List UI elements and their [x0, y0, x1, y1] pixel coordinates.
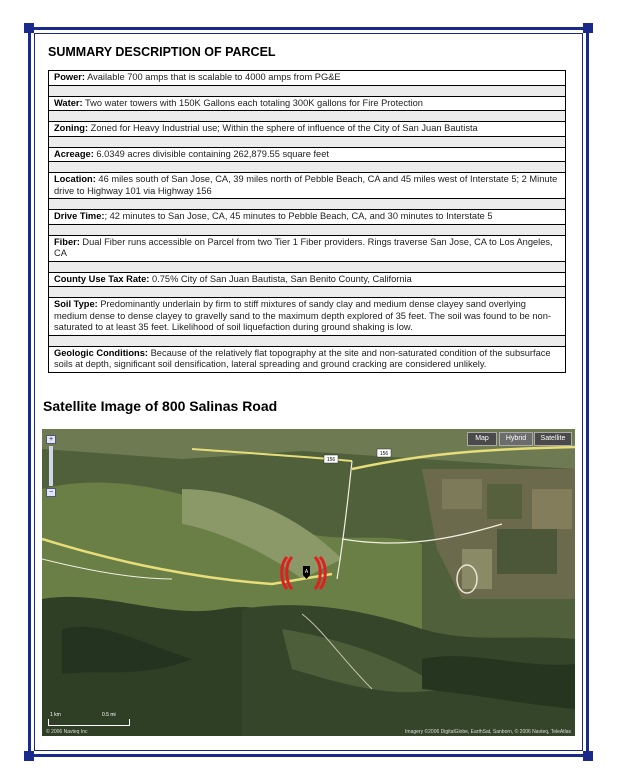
summary-row — [49, 96, 566, 111]
row-text: Two water towers with 150K Gallons each totaling 300K gallons for Fire Protection — [82, 97, 423, 108]
row-label: Fiber: — [54, 236, 80, 247]
summary-row — [49, 298, 566, 336]
map-copyright-left: © 2006 Navteq Inc — [46, 729, 88, 735]
row-label: Drive Time: — [54, 211, 105, 221]
row-spacer — [49, 335, 566, 346]
row-label: Acreage: — [54, 148, 94, 159]
row-spacer — [49, 111, 566, 122]
map-type-satellite-button[interactable]: Satellite — [534, 432, 572, 446]
svg-text:A: A — [304, 569, 309, 575]
row-label: Zoning: — [54, 123, 89, 133]
summary-row — [49, 71, 566, 86]
row-label: Geologic Conditions: — [54, 347, 148, 358]
summary-row — [49, 210, 566, 225]
row-label: Water: — [54, 97, 83, 108]
summary-row — [49, 272, 566, 287]
document-title: SUMMARY DESCRIPTION OF PARCEL — [48, 45, 276, 59]
satellite-imagery — [42, 429, 575, 736]
row-spacer — [49, 261, 566, 272]
row-text: 46 miles south of San Jose, CA, 39 miles north of Pebble Beach, CA and 45 miles west of Interstate 5; 2 Minute drive to Highway 101 via Highway 156 — [54, 174, 558, 196]
row-label: Power: — [54, 72, 85, 82]
map-copyright-right: Imagery ©2006 DigitalGlobe, EarthSat, Sanborn, © 2006 Navteq, TeleAtlas — [405, 729, 571, 735]
scale-label-mi: 0.5 mi — [102, 712, 116, 718]
highway-shield: 156 — [326, 457, 336, 463]
row-text: Available 700 amps that is scalable to 4000 amps from PG&E — [85, 72, 341, 82]
summary-row — [49, 147, 566, 162]
zoom-slider[interactable] — [49, 446, 53, 486]
map-type-map-button[interactable]: Map — [467, 432, 497, 446]
summary-row — [49, 235, 566, 261]
map-type-hybrid-button[interactable]: Hybrid — [499, 432, 533, 446]
row-spacer — [49, 162, 566, 173]
row-text: 0.75% City of San Juan Bautista, San Benito County, California — [149, 273, 412, 284]
scale-label-km: 1 km — [50, 712, 61, 718]
row-text: Predominantly underlain by firm to stiff mixtures of sandy clay and medium dense clayey sand overlying medium dense to dense clayey to gravelly sand to the maximum depth explored of 35 feet. The soil was found to be non-saturated to at least 35 feet. Likelihood of soil liquefaction during ground shaking is low. — [54, 299, 551, 332]
satellite-image-title: Satellite Image of 800 Salinas Road — [43, 398, 278, 414]
row-text: Because of the relatively flat topography at the site and non-saturated condition of the subsurface soils at depth, significant soil densification, lateral spreading and ground cracking are considered unlikely. — [54, 347, 551, 369]
row-label: Soil Type: — [54, 299, 98, 309]
zoom-out-icon[interactable]: − — [46, 488, 56, 497]
row-text: Dual Fiber runs accessible on Parcel from two Tier 1 Fiber providers. Rings traverse San Jose, CA to Los Angeles, CA — [54, 236, 553, 258]
zoom-control[interactable] — [46, 435, 56, 515]
highway-shield: 156 — [379, 451, 389, 457]
zoom-in-icon[interactable]: + — [46, 435, 56, 444]
summary-row — [49, 346, 566, 372]
row-text: 6.0349 acres divisible containing 262,879.55 square feet — [93, 148, 329, 159]
row-label: Location: — [54, 174, 96, 184]
summary-row — [49, 173, 566, 199]
row-label: County Use Tax Rate: — [54, 273, 150, 284]
row-spacer — [49, 136, 566, 147]
row-text: Zoned for Heavy Industrial use; Within the sphere of influence of the City of San Juan Bautista — [88, 123, 478, 133]
satellite-map[interactable] — [42, 429, 575, 736]
row-text: ; 42 minutes to San Jose, CA, 45 minutes to Pebble Beach, CA, and 30 minutes to Interstate 5 — [104, 211, 493, 221]
row-spacer — [49, 85, 566, 96]
parcel-summary-table — [48, 70, 566, 373]
map-scale-bar — [48, 719, 130, 726]
row-spacer — [49, 224, 566, 235]
summary-row — [49, 122, 566, 137]
row-spacer — [49, 287, 566, 298]
row-spacer — [49, 199, 566, 210]
